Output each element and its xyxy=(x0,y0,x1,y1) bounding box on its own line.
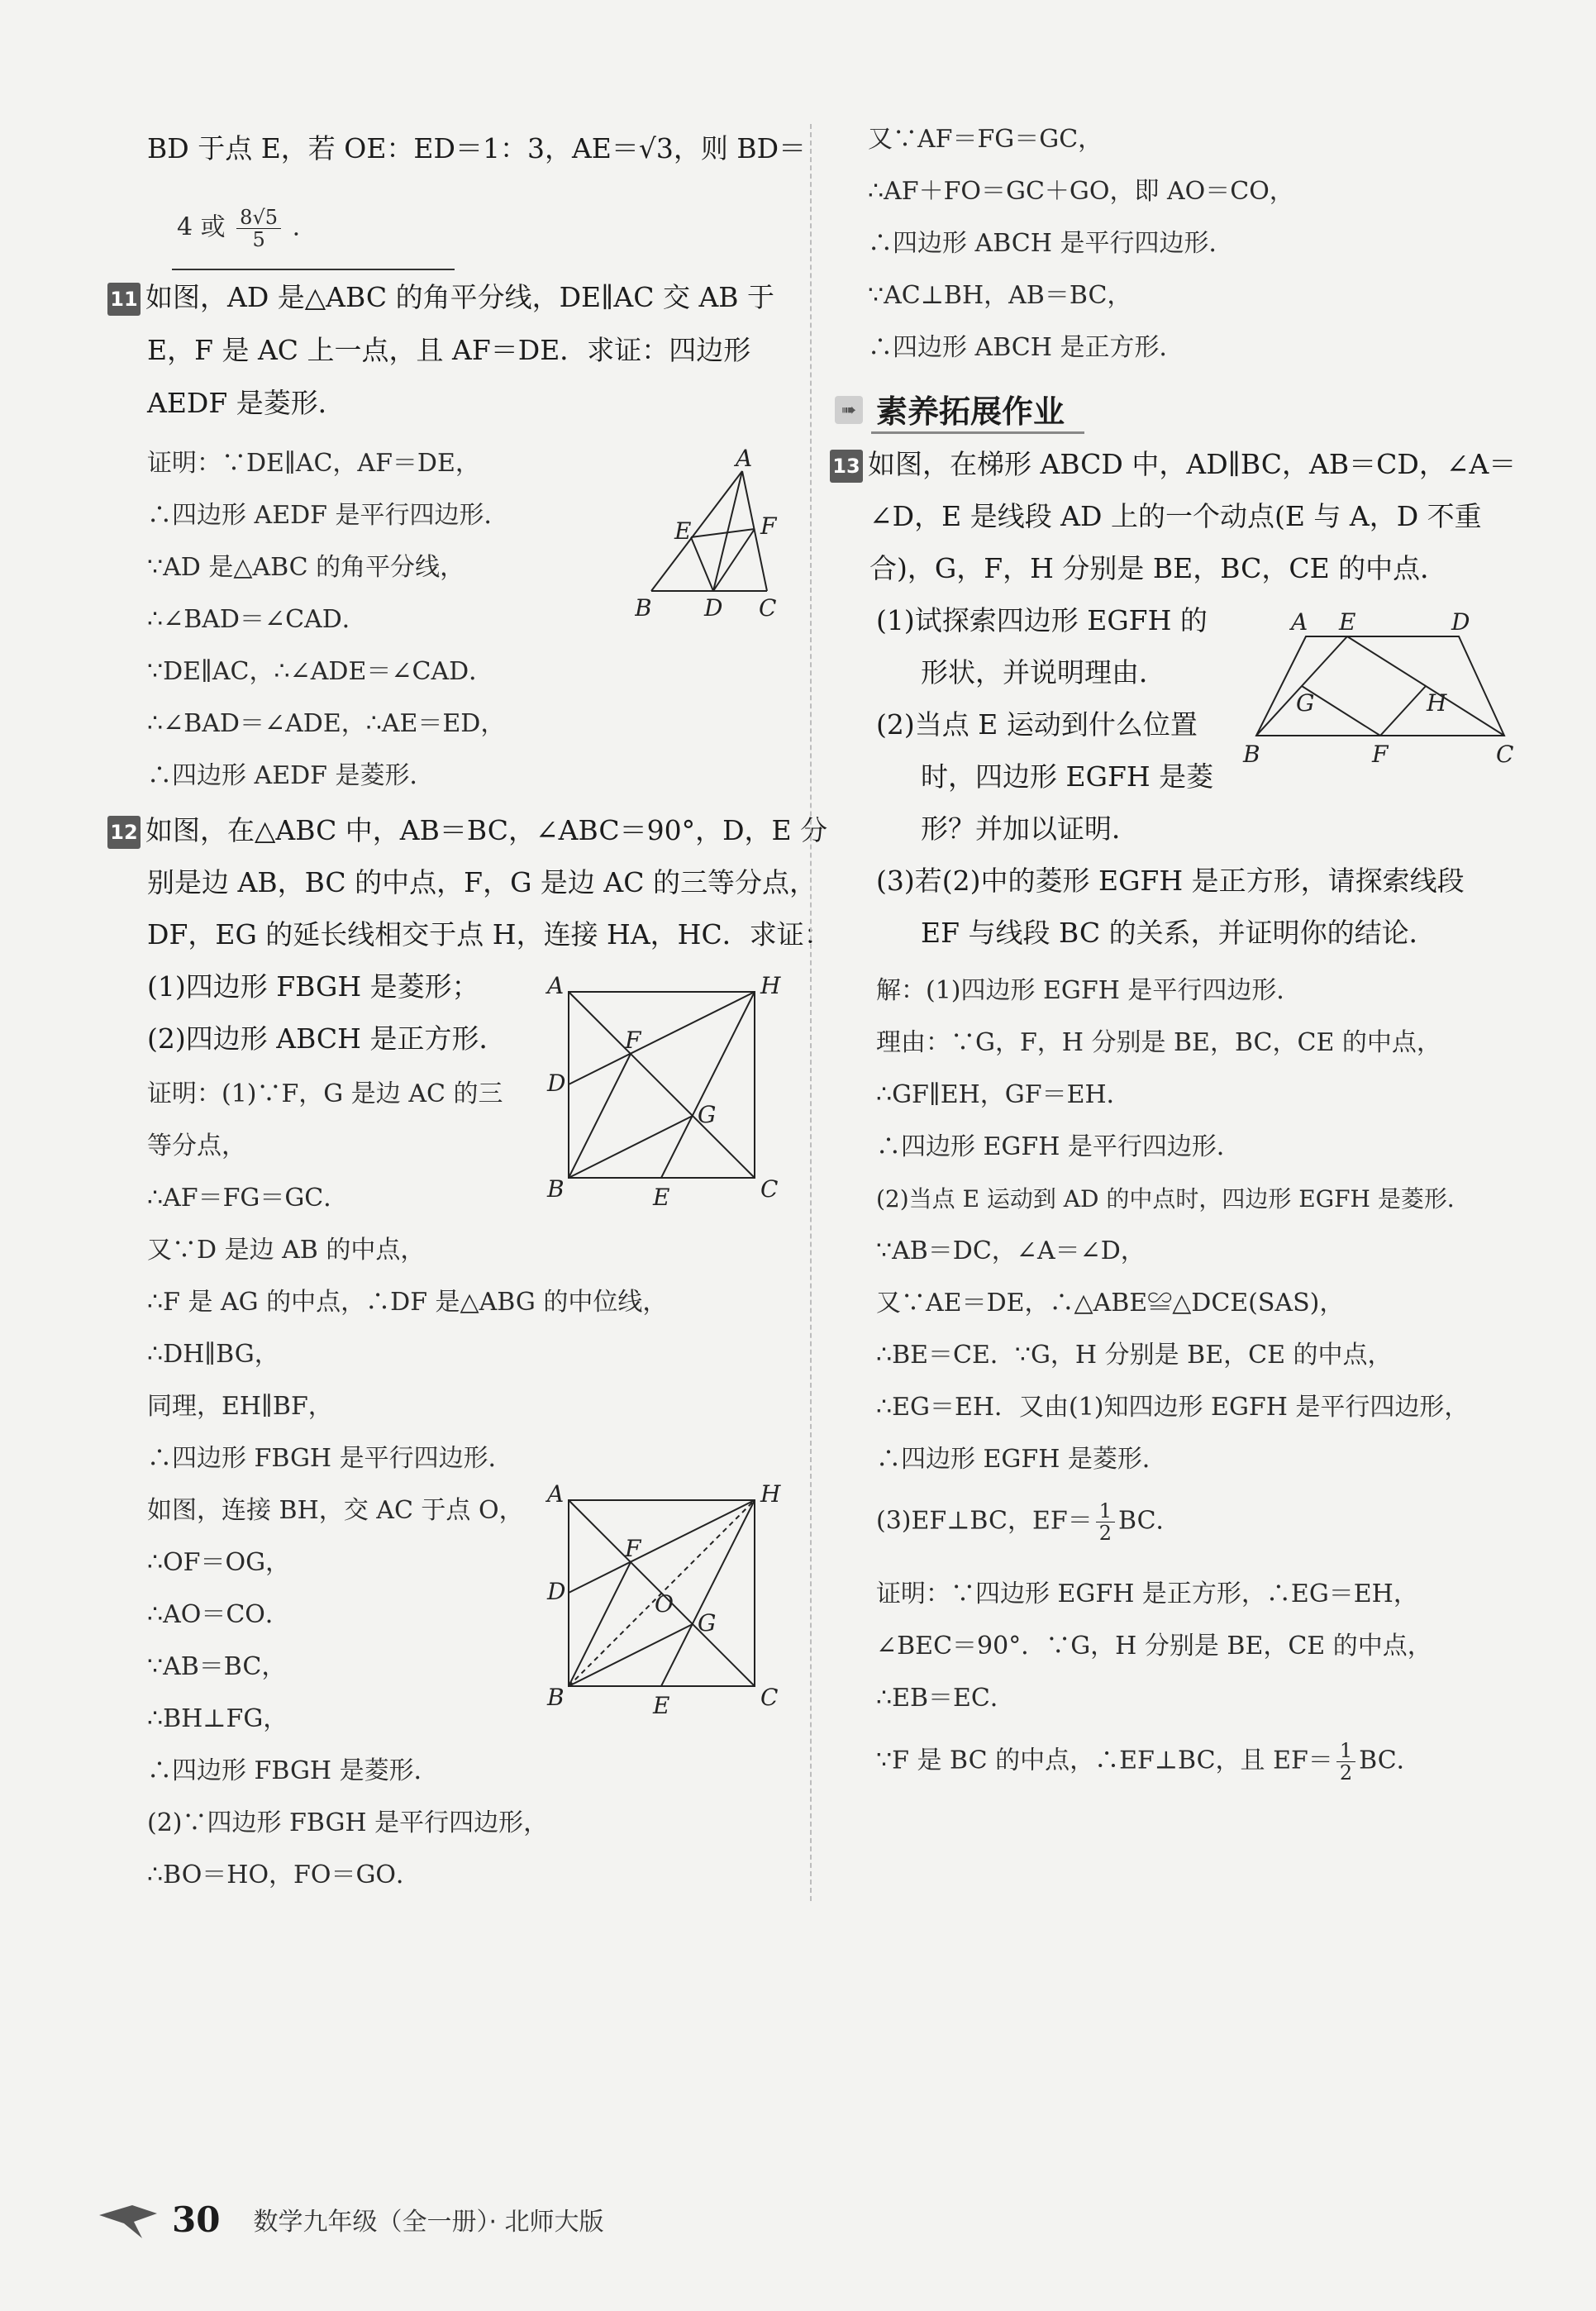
fig-label-H: H xyxy=(1427,689,1447,717)
q12-answer-line: 等分点， xyxy=(147,1132,246,1160)
section-header xyxy=(835,387,1084,433)
q12-answer-line: 如图，连接 BH，交 AC 于点 O， xyxy=(147,1496,524,1525)
fig-label-G: G xyxy=(698,1609,717,1637)
q13-line-1 xyxy=(830,448,1516,483)
q12-text-2: 别是边 AB，BC 的中点，F，G 是边 AC 的三等分点， xyxy=(147,866,817,898)
q13-proof3-line: ∠BEC＝90°．∵G，H 分别是 BE，CE 的中点， xyxy=(876,1632,1432,1661)
fig-label-A: A xyxy=(1291,608,1308,636)
book-title: 数学九年级（全一册）· 北师大版 xyxy=(253,2208,604,2237)
fig-label-A: A xyxy=(547,1484,565,1508)
q13-answer-line: ∴四边形 EGFH 是菱形． xyxy=(876,1445,1167,1474)
q11-triangle-figure xyxy=(635,446,800,628)
fig-label-H: H xyxy=(760,975,781,999)
fig-label-G: G xyxy=(698,1101,717,1128)
q11-answer-line: 证明：∵DE∥AC，AF＝DE， xyxy=(147,449,480,478)
q12-continued-line: ∴四边形 ABCH 是平行四边形． xyxy=(868,229,1234,258)
fraction-denominator: 2 xyxy=(1098,1522,1112,1545)
q11-text-2: E，F 是 AC 上一点，且 AF＝DE．求证：四边形 xyxy=(147,334,751,366)
fraction-denominator: 5 xyxy=(252,228,265,251)
q12-answer-line: ∴DH∥BG， xyxy=(147,1340,279,1369)
q13-answer-line: ∵AB＝DC，∠A＝∠D， xyxy=(876,1237,1146,1265)
q13-text-1: 如图，在梯形 ABCD 中，AD∥BC，AB＝CD，∠A＝ xyxy=(868,448,1517,480)
q13-final-line xyxy=(876,1740,1422,1784)
q13-text-2: ∠D，E 是线段 AD 上的一个动点(E 与 A，D 不重 xyxy=(869,500,1482,532)
q13-text-6: (2)当点 E 运动到什么位置 xyxy=(876,708,1198,741)
q13-answer3-line xyxy=(876,1500,1181,1544)
q10-continuation: BD 于点 E，若 OE：ED＝1：3，AE＝√3，则 BD＝ xyxy=(147,132,807,164)
q12-answer-line: ∴AO＝CO． xyxy=(147,1600,290,1629)
answer3-tail: BC． xyxy=(1117,1506,1181,1536)
q12-text-4: (1)四边形 FBGH 是菱形； xyxy=(147,970,479,1003)
page-number: 30 xyxy=(172,2199,221,2240)
q12-text-1: 如图，在△ABC 中，AB＝BC，∠ABC＝90°，D，E 分 xyxy=(145,814,828,846)
half-fraction xyxy=(1096,1500,1115,1544)
final-text: ∵F 是 BC 的中点，∴EF⊥BC，且 EF＝ xyxy=(876,1746,1333,1775)
fraction-numerator: 8√5 xyxy=(236,207,281,229)
section-title: 素养拓展作业 xyxy=(871,386,1084,434)
fig-label-C: C xyxy=(760,1684,779,1711)
fig-label-G: G xyxy=(1296,689,1315,717)
q12-answer-line: 同理，EH∥BF， xyxy=(147,1392,333,1421)
fig-label-F: F xyxy=(625,1027,641,1054)
q11-answer-line: ∴四边形 AEDF 是菱形． xyxy=(147,761,435,790)
q13-answer-line: 又∵AE＝DE，∴△ABE≌△DCE(SAS)， xyxy=(876,1289,1345,1318)
q13-proof3-line: 证明：∵四边形 EGFH 是正方形，∴EG＝EH， xyxy=(876,1580,1418,1608)
q11-text-3: AEDF 是菱形． xyxy=(147,387,345,419)
bird-logo-icon xyxy=(99,2199,157,2240)
q12-text-5: (2)四边形 ABCH 是正方形． xyxy=(147,1022,507,1055)
answer-period: . xyxy=(292,212,301,242)
fig-label-E: E xyxy=(1339,608,1356,636)
fraction-numerator: 1 xyxy=(1336,1740,1355,1762)
q13-answer-line: 解：(1)四边形 EGFH 是平行四边形． xyxy=(876,976,1302,1005)
q13-answer-line: ∴BE＝CE．∵G，H 分别是 BE，CE 的中点， xyxy=(876,1341,1393,1370)
answer-fraction xyxy=(236,207,281,250)
fig-label-E: E xyxy=(653,1692,670,1719)
fig-label-A: A xyxy=(736,446,753,472)
q13-answer-line: ∴四边形 EGFH 是平行四边形． xyxy=(876,1132,1241,1161)
q12-answer-line: ∴四边形 FBGH 是菱形． xyxy=(147,1756,439,1785)
q13-answer-line: ∴GF∥EH，GF＝EH． xyxy=(876,1080,1131,1109)
fig-label-B: B xyxy=(635,594,652,622)
q12-answer-line: ∴四边形 FBGH 是平行四边形． xyxy=(147,1444,513,1473)
q13-text-4: (1)试探索四边形 EGFH 的 xyxy=(876,604,1208,636)
q13-trapezoid-figure xyxy=(1240,603,1521,769)
fig-label-D: D xyxy=(1451,608,1470,636)
q12-answer-line: ∴BH⊥FG， xyxy=(147,1704,288,1733)
q13-number-badge: 13 xyxy=(830,450,863,483)
q12-answer-line: ∴BO＝HO，FO＝GO． xyxy=(147,1861,422,1889)
fig-label-F: F xyxy=(1372,741,1389,768)
q12-square-figure-2 xyxy=(544,1484,792,1732)
q12-line-1 xyxy=(107,814,827,849)
q12-square-figure-1 xyxy=(544,975,792,1223)
q13-text-9: (3)若(2)中的菱形 EGFH 是正方形，请探索线段 xyxy=(876,865,1465,897)
q12-text-3: DF，EG 的延长线相交于点 H，连接 HA，HC．求证： xyxy=(147,918,831,951)
q13-answer-line: 理由：∵G，F，H 分别是 BE，BC，CE 的中点， xyxy=(876,1028,1441,1057)
fig-label-H: H xyxy=(760,1484,781,1508)
q13-answer-line: (2)当点 E 运动到 AD 的中点时，四边形 EGFH 是菱形． xyxy=(876,1185,1470,1213)
q12-answer-line: (2)∵四边形 FBGH 是平行四边形， xyxy=(147,1808,549,1837)
fig-label-D: D xyxy=(704,594,723,622)
q11-answer-line: ∴∠BAD＝∠CAD． xyxy=(147,605,367,634)
q11-answer-line: ∴四边形 AEDF 是平行四边形． xyxy=(147,501,509,530)
final-tail: BC． xyxy=(1359,1746,1422,1775)
q11-text-1: 如图，AD 是△ABC 的角平分线，DE∥AC 交 AB 于 xyxy=(145,281,775,313)
fig-label-F: F xyxy=(625,1535,641,1562)
q12-answer-line: 证明：(1)∵F，G 是边 AC 的三 xyxy=(147,1079,503,1108)
q13-text-3: 合)，G，F，H 分别是 BE，BC，CE 的中点． xyxy=(869,552,1448,584)
q12-number-badge: 12 xyxy=(107,816,141,849)
q13-text-7: 时，四边形 EGFH 是菱 xyxy=(921,760,1214,793)
q11-line-1 xyxy=(107,281,774,316)
fig-label-B: B xyxy=(1243,741,1260,768)
fig-label-C: C xyxy=(759,594,777,622)
fig-label-F: F xyxy=(760,512,777,540)
q12-answer-line: ∴AF＝FG＝GC． xyxy=(147,1184,349,1213)
fig-label-B: B xyxy=(547,1175,565,1203)
fig-label-E: E xyxy=(674,517,692,545)
fraction-denominator: 2 xyxy=(1339,1761,1353,1784)
q13-answer-line: ∴EG＝EH．又由(1)知四边形 EGFH 是平行四边形， xyxy=(876,1393,1470,1422)
q13-text-10: EF 与线段 BC 的关系，并证明你的结论． xyxy=(921,917,1436,949)
page-footer xyxy=(99,2199,604,2240)
arrow-right-icon: ➠ xyxy=(835,396,863,424)
fig-label-A: A xyxy=(547,975,565,999)
q12-continued-line: ∵AC⊥BH，AB＝BC， xyxy=(868,281,1132,310)
q13-proof3-line: ∴EB＝EC． xyxy=(876,1684,1015,1713)
q12-continued-line: ∴AF＋FO＝GC＋GO，即 AO＝CO， xyxy=(868,177,1294,206)
column-divider xyxy=(810,124,812,1901)
half-fraction xyxy=(1336,1740,1355,1784)
q11-answer-line: ∵DE∥AC，∴∠ADE＝∠CAD． xyxy=(147,657,494,686)
q11-answer-line: ∵AD 是△ABC 的角平分线， xyxy=(147,553,465,582)
fig-label-E: E xyxy=(653,1184,670,1211)
fig-label-C: C xyxy=(760,1175,779,1203)
q12-answer-line: ∴F 是 AG 的中点，∴DF 是△ABG 的中位线， xyxy=(147,1288,668,1317)
q11-number-badge: 11 xyxy=(107,283,141,316)
answer-underline xyxy=(172,269,455,270)
fig-label-D: D xyxy=(547,1070,566,1097)
q12-continued-line: ∴四边形 ABCH 是正方形． xyxy=(868,333,1184,362)
q13-text-5: 形状，并说明理由． xyxy=(921,656,1166,689)
q10-answer xyxy=(177,207,300,250)
q12-answer-line: ∴OF＝OG， xyxy=(147,1548,291,1577)
q13-text-8: 形？并加以证明． xyxy=(921,812,1139,845)
answer-text: 4 或 xyxy=(177,212,226,242)
answer3-text: (3)EF⊥BC，EF＝ xyxy=(876,1506,1093,1536)
q12-answer-line: 又∵D 是边 AB 的中点， xyxy=(147,1236,426,1265)
fig-label-D: D xyxy=(547,1578,566,1605)
fig-label-C: C xyxy=(1496,741,1514,768)
q11-answer-line: ∴∠BAD＝∠ADE，∴AE＝ED， xyxy=(147,709,506,738)
fig-label-O: O xyxy=(655,1590,674,1618)
q12-answer-line: ∵AB＝BC， xyxy=(147,1652,287,1681)
q12-continued-line: 又∵AF＝FG＝GC， xyxy=(868,125,1103,154)
fig-label-B: B xyxy=(547,1684,565,1711)
fraction-numerator: 1 xyxy=(1096,1500,1115,1522)
